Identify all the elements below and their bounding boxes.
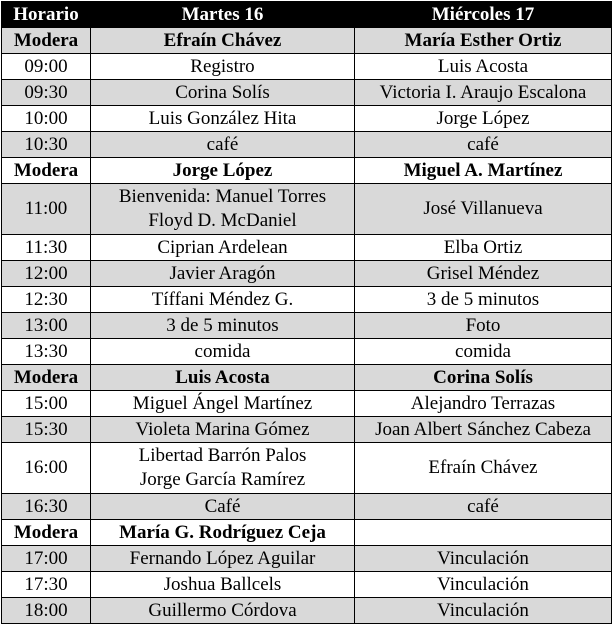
table-row: [2, 235, 612, 261]
speaker-day-2: 3 de 5 minutos: [355, 287, 612, 313]
speaker-day-2: Joan Albert Sánchez Cabeza: [355, 417, 612, 443]
speaker-line: Jorge García Ramírez: [139, 469, 306, 490]
time-cell: 13:00: [2, 313, 91, 339]
time-cell: 11:30: [2, 235, 91, 261]
time-cell: 13:30: [2, 339, 91, 365]
table-row: [2, 261, 612, 287]
speaker-day-1: Joshua Ballcels: [91, 572, 355, 598]
moderator-day-2: Miguel A. Martínez: [355, 158, 612, 184]
speaker-day-2: Elba Ortiz: [355, 235, 612, 261]
speaker-day-1: Registro: [91, 54, 355, 80]
time-cell: 17:30: [2, 572, 91, 598]
table-row: [2, 494, 612, 520]
speaker-day-2: Alejandro Terrazas: [355, 391, 612, 417]
table-row: [2, 184, 612, 235]
speaker-day-2: Luis Acosta: [355, 54, 612, 80]
moderator-day-1: Efraín Chávez: [91, 28, 355, 54]
moderator-row: [2, 365, 612, 391]
moderator-day-2: Corina Solís: [355, 365, 612, 391]
speaker-day-2: Jorge López: [355, 106, 612, 132]
table-row: [2, 572, 612, 598]
speaker-day-2: Efraín Chávez: [355, 443, 612, 494]
moderator-day-2: [355, 520, 612, 546]
speaker-day-1: Ciprian Ardelean: [91, 235, 355, 261]
time-cell: 09:00: [2, 54, 91, 80]
speaker-day-1: Guillermo Córdova: [91, 598, 355, 624]
header-row: [2, 2, 612, 28]
time-cell: 12:00: [2, 261, 91, 287]
table-row: [2, 546, 612, 572]
speaker-day-1: comida: [91, 339, 355, 365]
speaker-day-1: [91, 443, 355, 494]
table-row: [2, 287, 612, 313]
speaker-day-2: café: [355, 132, 612, 158]
time-cell: 12:30: [2, 287, 91, 313]
table-row: [2, 598, 612, 624]
speaker-day-1: Luis González Hita: [91, 106, 355, 132]
speaker-day-2: Vinculación: [355, 572, 612, 598]
moderator-row: [2, 158, 612, 184]
moderator-row: [2, 520, 612, 546]
header-horario: Horario: [2, 2, 91, 28]
speaker-line: Floyd D. McDaniel: [148, 210, 297, 231]
moderator-day-1: Luis Acosta: [91, 365, 355, 391]
speaker-day-1: Corina Solís: [91, 80, 355, 106]
table-row: [2, 313, 612, 339]
moderator-label: Modera: [2, 158, 91, 184]
moderator-label: Modera: [2, 520, 91, 546]
header-day-1: Martes 16: [91, 2, 355, 28]
table-row: [2, 132, 612, 158]
time-cell: 16:30: [2, 494, 91, 520]
speaker-line: Bienvenida: Manuel Torres: [118, 186, 327, 207]
speaker-day-1: Violeta Marina Gómez: [91, 417, 355, 443]
time-cell: 18:00: [2, 598, 91, 624]
speaker-day-2: café: [355, 494, 612, 520]
speaker-day-2: Victoria I. Araujo Escalona: [355, 80, 612, 106]
table-row: [2, 391, 612, 417]
speaker-day-1: café: [91, 132, 355, 158]
moderator-label: Modera: [2, 28, 91, 54]
speaker-day-1: Fernando López Aguilar: [91, 546, 355, 572]
speaker-day-2: Vinculación: [355, 546, 612, 572]
table-row: [2, 417, 612, 443]
time-cell: 10:00: [2, 106, 91, 132]
speaker-day-2: José Villanueva: [355, 184, 612, 235]
moderator-day-2: María Esther Ortiz: [355, 28, 612, 54]
table-row: [2, 80, 612, 106]
speaker-day-2: Foto: [355, 313, 612, 339]
moderator-day-1: Jorge López: [91, 158, 355, 184]
speaker-day-2: Vinculación: [355, 598, 612, 624]
speaker-line: Libertad Barrón Palos: [138, 445, 307, 466]
schedule-table: [1, 1, 612, 624]
table-row: [2, 339, 612, 365]
speaker-day-1: 3 de 5 minutos: [91, 313, 355, 339]
time-cell: 15:30: [2, 417, 91, 443]
moderator-row: [2, 28, 612, 54]
time-cell: 16:00: [2, 443, 91, 494]
header-day-2: Miércoles 17: [355, 2, 612, 28]
table-row: [2, 443, 612, 494]
speaker-day-1: Miguel Ángel Martínez: [91, 391, 355, 417]
table-row: [2, 54, 612, 80]
time-cell: 11:00: [2, 184, 91, 235]
schedule-body: [2, 28, 612, 624]
speaker-day-2: Grisel Méndez: [355, 261, 612, 287]
time-cell: 10:30: [2, 132, 91, 158]
time-cell: 09:30: [2, 80, 91, 106]
speaker-day-1: Café: [91, 494, 355, 520]
moderator-label: Modera: [2, 365, 91, 391]
table-row: [2, 106, 612, 132]
speaker-day-1: Tíffani Méndez G.: [91, 287, 355, 313]
speaker-day-1: [91, 184, 355, 235]
speaker-day-2: comida: [355, 339, 612, 365]
moderator-day-1: María G. Rodríguez Ceja: [91, 520, 355, 546]
speaker-day-1: Javier Aragón: [91, 261, 355, 287]
time-cell: 17:00: [2, 546, 91, 572]
time-cell: 15:00: [2, 391, 91, 417]
